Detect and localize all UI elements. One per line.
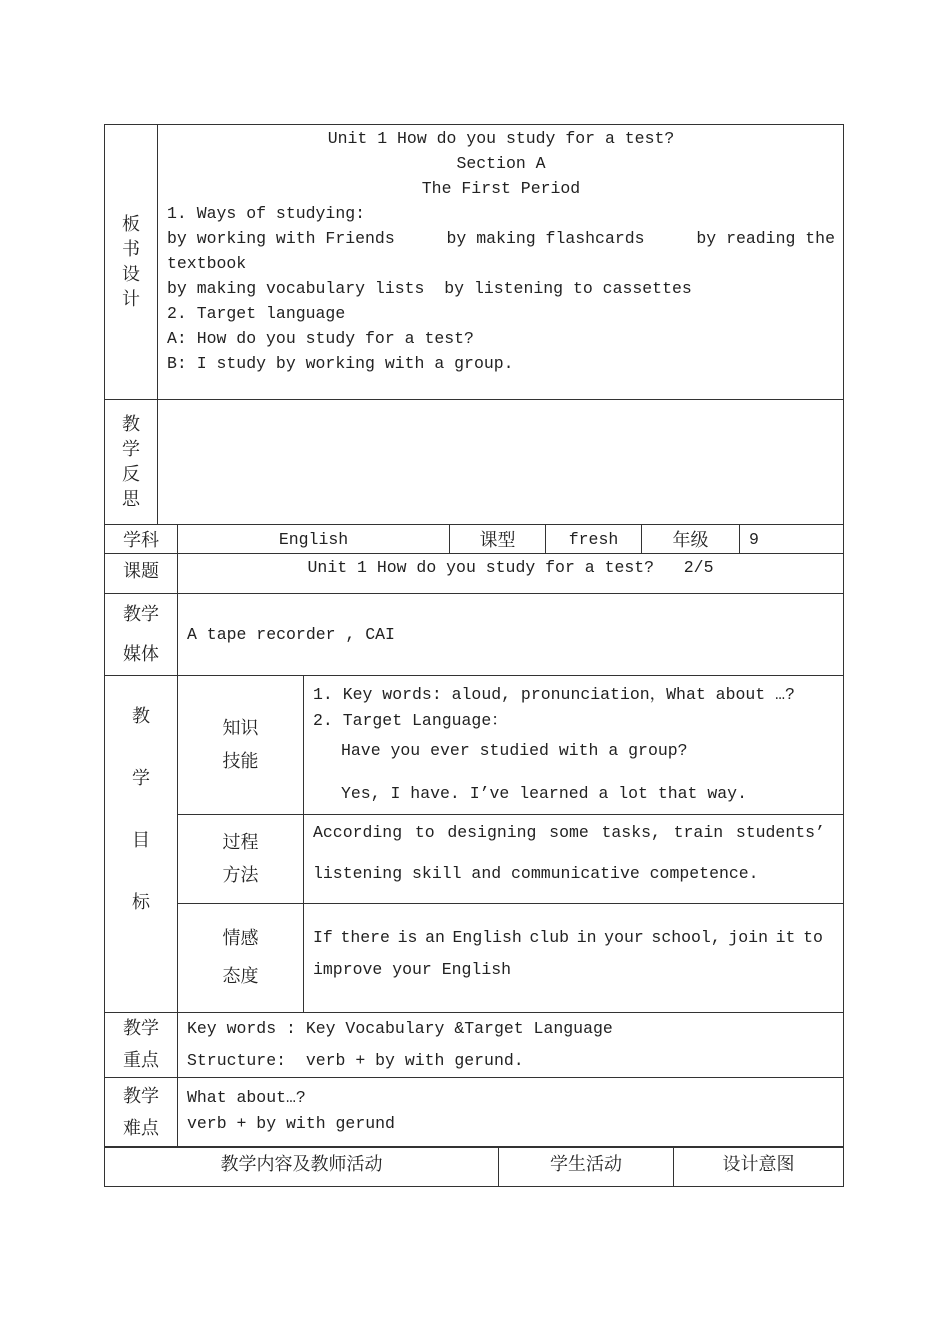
board-design-row	[105, 125, 844, 400]
attitude-line-2: improve your English	[313, 960, 512, 979]
board-ways-row2: by making vocabulary lists by listening to cassettes	[167, 279, 692, 298]
lesson-table	[104, 524, 844, 1148]
board-section: Section A	[456, 154, 546, 173]
student-activity-header: 学生活动	[499, 1147, 674, 1187]
activity-header-table	[104, 1146, 844, 1187]
objective-knowledge-row	[105, 676, 844, 815]
topic-label: 课题	[105, 554, 178, 594]
reflection-row	[105, 400, 844, 525]
key-points-line-2: Structure: verb + by with gerund.	[187, 1051, 524, 1070]
knowledge-label: 知识 技能	[178, 676, 304, 815]
reflection-label: 教 学 反 思	[105, 400, 158, 525]
board-ways-row: by working with Friends by making flashcards by reading the	[167, 229, 835, 248]
board-ways-cont: textbook	[167, 254, 247, 273]
reflection-content	[158, 400, 844, 525]
knowledge-line-2: 2. Target Language：	[313, 711, 508, 730]
attitude-label: 情感 态度	[178, 904, 304, 1013]
attitude-line-1: If there is an English club in your school, join it to	[313, 928, 823, 947]
board-table	[104, 124, 844, 525]
topic-row	[105, 554, 844, 594]
subject-label: 学科	[105, 525, 178, 554]
grade-label: 年级	[642, 525, 740, 554]
process-line-1: According to designing some tasks, train students’	[313, 823, 825, 842]
board-period: The First Period	[421, 179, 581, 198]
knowledge-line-1: 1. Key words: aloud, pronunciation，What about …?	[313, 685, 795, 704]
board-dialog-a: A: How do you study for a test?	[167, 329, 474, 348]
knowledge-content	[304, 676, 844, 815]
info-row	[105, 525, 844, 554]
board-title: Unit 1 How do you study for a test?	[327, 129, 675, 148]
board-design-label: 板 书 设 计	[105, 125, 158, 400]
knowledge-line-3: Have you ever studied with a group?	[341, 741, 688, 760]
activity-header-row	[105, 1147, 844, 1187]
topic-value: Unit 1 How do you study for a test? 2/5	[178, 554, 844, 594]
objectives-label: 教 学 目 标	[105, 676, 178, 1013]
teacher-activity-header: 教学内容及教师活动	[105, 1147, 499, 1187]
key-points-line-1: Key words : Key Vocabulary &Target Language	[187, 1019, 613, 1038]
grade-value: 9	[740, 525, 844, 554]
difficulties-label: 教学 难点	[105, 1078, 178, 1148]
process-line-2: listening skill and communicative competence.	[313, 864, 759, 883]
attitude-content	[304, 904, 844, 1013]
media-row	[105, 594, 844, 676]
process-label: 过程 方法	[178, 815, 304, 904]
difficulties-row	[105, 1078, 844, 1148]
key-points-label: 教学 重点	[105, 1013, 178, 1078]
type-value: fresh	[546, 525, 642, 554]
process-content	[304, 815, 844, 904]
type-label: 课型	[450, 525, 546, 554]
design-intent-header: 设计意图	[674, 1147, 844, 1187]
media-value: A tape recorder , CAI	[178, 594, 844, 676]
board-heading-ways: 1. Ways of studying:	[167, 204, 366, 223]
board-design-content	[158, 125, 844, 400]
difficulties-line-2: verb + by with gerund	[187, 1114, 395, 1133]
key-points-row	[105, 1013, 844, 1078]
subject-value: English	[178, 525, 450, 554]
board-heading-target: 2. Target language	[167, 304, 346, 323]
objective-attitude-row	[105, 904, 844, 1013]
media-label: 教学 媒体	[105, 594, 178, 676]
objective-process-row	[105, 815, 844, 904]
difficulties-content	[178, 1078, 844, 1148]
board-dialog-b: B: I study by working with a group.	[167, 354, 514, 373]
key-points-content	[178, 1013, 844, 1078]
knowledge-line-4: Yes, I have. I’ve learned a lot that way.	[341, 784, 747, 803]
difficulties-line-1: What about…?	[187, 1088, 306, 1107]
